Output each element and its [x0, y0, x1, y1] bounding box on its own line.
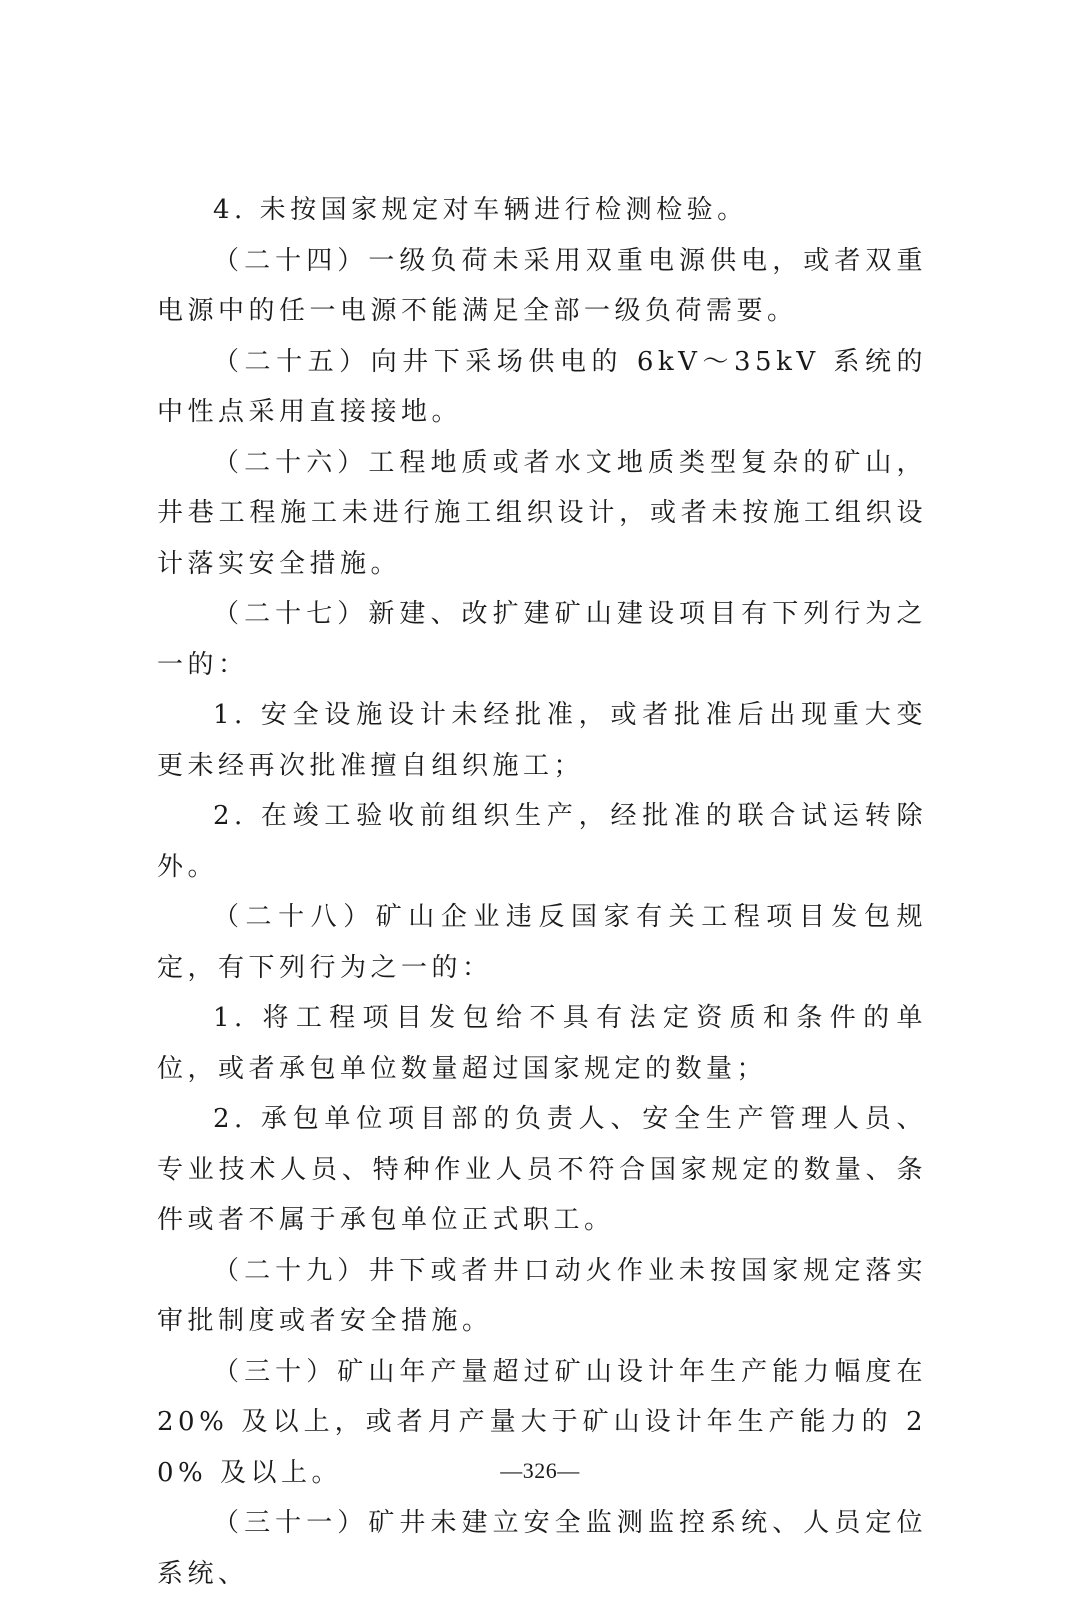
item-25-neutral-grounding: （二十五）向井下采场供电的 6kV～35kV 系统的中性点采用直接接地。	[157, 346, 927, 427]
item-27-2-production-before-acceptance: 2. 在竣工验收前组织生产，经批准的联合试运转除外。	[157, 801, 927, 882]
item-28-2-contractor-personnel: 2. 承包单位项目部的负责人、安全生产管理人员、专业技术人员、特种作业人员不符合国家规定的数量、条件或者不属于承包单位正式职工。	[157, 1104, 927, 1235]
document-body	[157, 185, 927, 1599]
item-26-construction-design: （二十六）工程地质或者水文地质类型复杂的矿山，井巷工程施工未进行施工组织设计，或者未按施工组织设计落实安全措施。	[157, 447, 927, 579]
item-27-construction-projects: （二十七）新建、改扩建矿山建设项目有下列行为之一的：	[157, 599, 927, 680]
item-27-1-design-approval: 1. 安全设施设计未经批准，或者批准后出现重大变更未经再次批准擅自组织施工；	[157, 700, 927, 781]
item-28-1-unqualified-contractor: 1. 将工程项目发包给不具有法定资质和条件的单位，或者承包单位数量超过国家规定的数量；	[157, 1003, 927, 1084]
item-28-contracting-rules: （二十八）矿山企业违反国家有关工程项目发包规定，有下列行为之一的：	[157, 902, 927, 983]
item-30-overproduction: （三十）矿山年产量超过矿山设计年生产能力幅度在 20% 及以上，或者月产量大于矿山设计年生产能力的 20% 及以上。	[157, 1356, 927, 1488]
item-29-hot-work: （二十九）井下或者井口动火作业未按国家规定落实审批制度或者安全措施。	[157, 1255, 927, 1336]
item-4-vehicle-inspection: 4. 未按国家规定对车辆进行检测检验。	[213, 195, 748, 225]
item-24-dual-power-supply: （二十四）一级负荷未采用双重电源供电，或者双重电源中的任一电源不能满足全部一级负荷需要。	[157, 245, 927, 326]
item-31-monitoring-systems: （三十一）矿井未建立安全监测监控系统、人员定位系统、	[157, 1508, 927, 1589]
page-number: —326—	[500, 1458, 580, 1483]
